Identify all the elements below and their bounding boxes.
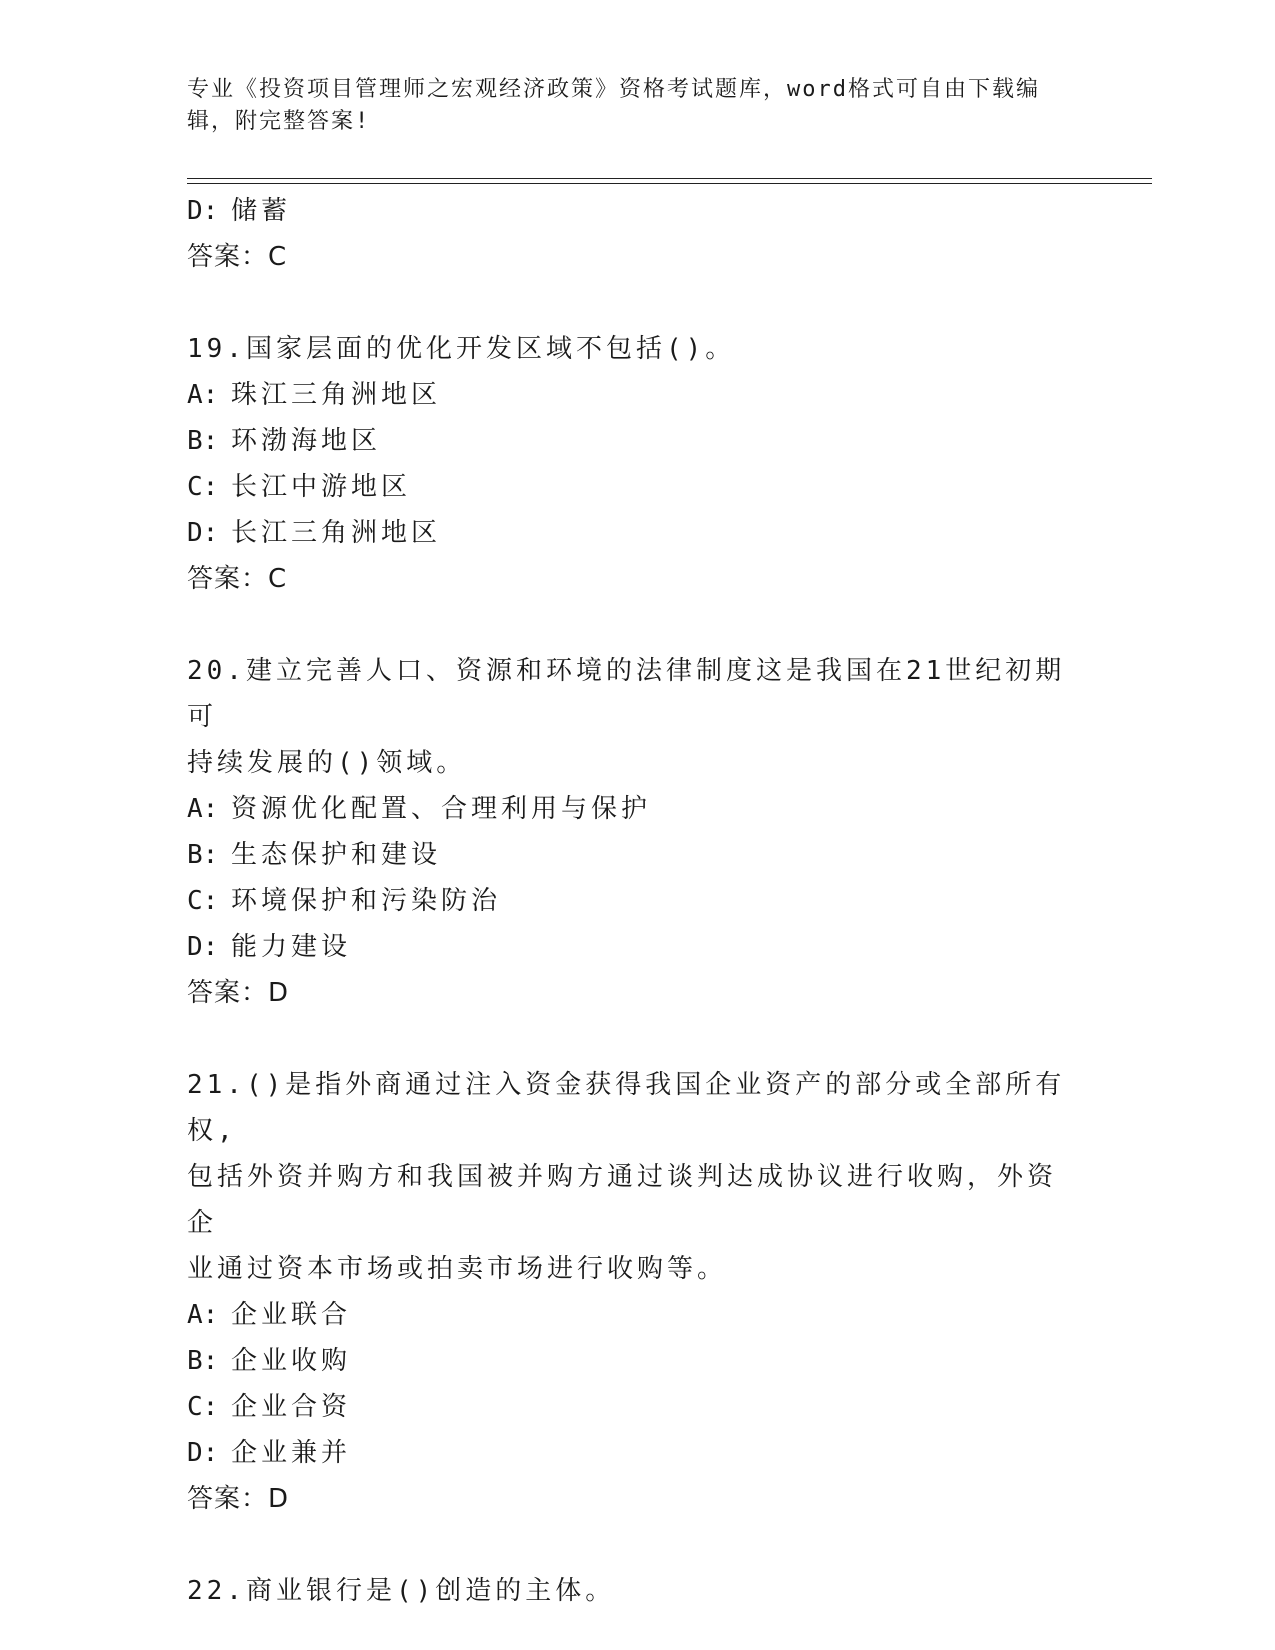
option-key: C: <box>187 886 219 916</box>
option-key: D: <box>187 932 219 962</box>
option-key: A: <box>187 1300 219 1330</box>
option-b <box>187 418 1067 464</box>
answer-line: 答案：C <box>187 564 288 594</box>
option-text: 储蓄 <box>231 196 292 226</box>
option-b <box>187 1338 1067 1384</box>
spacer <box>187 1522 1067 1568</box>
option-text: 长江三角洲地区 <box>231 518 442 548</box>
option-key: A: <box>187 794 219 824</box>
option-key: D: <box>187 1438 219 1468</box>
option-text: 资源优化配置、合理利用与保护 <box>231 794 652 824</box>
option-key: B: <box>187 426 219 456</box>
option-text: 环境保护和污染防治 <box>231 886 502 916</box>
document-header: 专业《投资项目管理师之宏观经济政策》资格考试题库，word格式可自由下载编辑，附完整答案! <box>187 77 1040 134</box>
option-key: C: <box>187 472 219 502</box>
option-c <box>187 464 1067 510</box>
answer-line: 答案：D <box>187 978 290 1008</box>
option-a <box>187 1292 1067 1338</box>
question-21-text-line-1: 21.()是指外商通过注入资金获得我国企业资产的部分或全部所有权, <box>187 1070 1066 1146</box>
answer-line: 答案：C <box>187 242 288 272</box>
option-d <box>187 1430 1067 1476</box>
header-double-rule <box>187 178 1152 184</box>
answer-line: 答案：D <box>187 1484 290 1514</box>
option-key: D: <box>187 518 219 548</box>
option-key: B: <box>187 1346 219 1376</box>
option-a <box>187 786 1067 832</box>
question-19-text: 19.国家层面的优化开发区域不包括()。 <box>187 334 736 364</box>
option-key: A: <box>187 380 219 410</box>
question-21-text-line-2: 包括外资并购方和我国被并购方通过谈判达成协议进行收购，外资企 <box>187 1162 1058 1238</box>
option-text: 企业兼并 <box>231 1438 352 1468</box>
option-c <box>187 1384 1067 1430</box>
option-text: 生态保护和建设 <box>231 840 442 870</box>
option-d <box>187 924 1067 970</box>
option-key: D: <box>187 196 219 226</box>
question-21-text-line-3: 业通过资本市场或拍卖市场进行收购等。 <box>187 1254 728 1284</box>
option-d <box>187 188 1067 234</box>
option-text: 环渤海地区 <box>231 426 382 456</box>
option-b <box>187 832 1067 878</box>
question-20-text-line-1: 20.建立完善人口、资源和环境的法律制度这是我国在21世纪初期可 <box>187 656 1066 732</box>
option-a <box>187 372 1067 418</box>
question-22-text: 22.商业银行是()创造的主体。 <box>187 1576 616 1606</box>
option-d <box>187 510 1067 556</box>
spacer <box>187 1016 1067 1062</box>
question-20-text-line-2: 持续发展的()领域。 <box>187 748 467 778</box>
option-text: 企业收购 <box>231 1346 352 1376</box>
option-key: C: <box>187 1392 219 1422</box>
option-key: B: <box>187 840 219 870</box>
spacer <box>187 280 1067 326</box>
spacer <box>187 602 1067 648</box>
option-text: 能力建设 <box>231 932 352 962</box>
option-text: 珠江三角洲地区 <box>231 380 442 410</box>
option-text: 企业合资 <box>231 1392 352 1422</box>
document-body <box>187 188 1067 1614</box>
option-text: 企业联合 <box>231 1300 352 1330</box>
option-c <box>187 878 1067 924</box>
option-text: 长江中游地区 <box>231 472 412 502</box>
